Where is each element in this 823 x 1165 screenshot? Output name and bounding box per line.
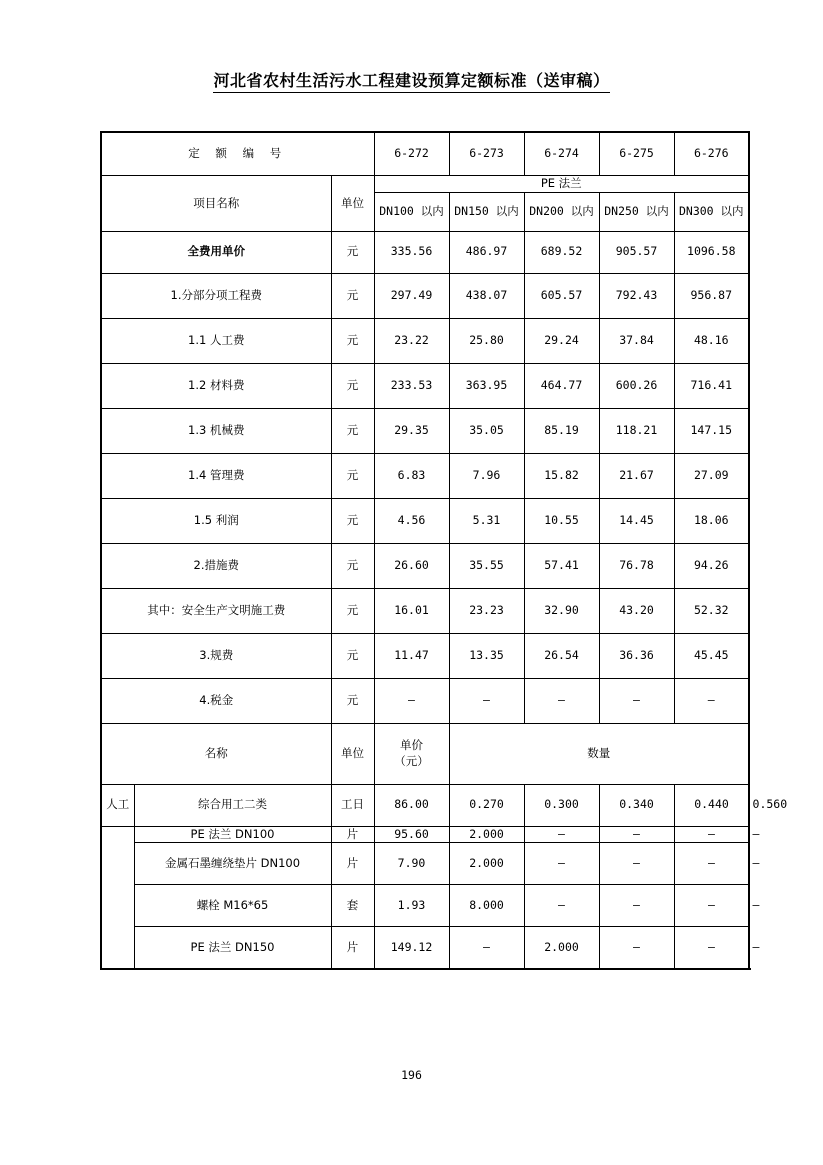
detail-1-qty-3: –: [674, 826, 749, 843]
table-row: [101, 408, 749, 453]
cost-row-9-value-3: 36.36: [599, 633, 674, 678]
page-number: 196: [401, 1068, 422, 1082]
cost-row-7-value-1: 35.55: [449, 543, 524, 588]
detail-3-qty-2: –: [599, 885, 674, 927]
cost-row-label-6: 1.5 利润: [101, 498, 331, 543]
cost-row-unit-10: 元: [331, 678, 374, 723]
detail-2-qty-2: –: [599, 843, 674, 885]
table-row: [101, 453, 749, 498]
cost-row-3-value-0: 233.53: [374, 363, 449, 408]
cost-row-unit-0: 元: [331, 231, 374, 273]
detail-name-2: 金属石墨缠绕垫片 DN100: [134, 843, 331, 885]
cost-row-label-8: 其中：安全生产文明施工费: [101, 588, 331, 633]
cost-row-8-value-4: 52.32: [674, 588, 749, 633]
detail-unitprice-header: [374, 723, 449, 784]
detail-category-0: 人工: [101, 784, 134, 826]
detail-0-qty-1: 0.300: [524, 784, 599, 826]
code-cell-3: 6-275: [599, 132, 674, 176]
cost-row-unit-1: 元: [331, 273, 374, 318]
unit-header: 单位: [331, 176, 374, 232]
table-row: [101, 363, 749, 408]
table-row-code: [101, 132, 749, 176]
cost-row-5-value-2: 15.82: [524, 453, 599, 498]
cost-row-unit-4: 元: [331, 408, 374, 453]
cost-row-unit-6: 元: [331, 498, 374, 543]
cost-row-0-value-3: 905.57: [599, 231, 674, 273]
cost-row-0-value-2: 689.52: [524, 231, 599, 273]
detail-unit-4: 片: [331, 927, 374, 970]
cost-row-6-value-4: 18.06: [674, 498, 749, 543]
size-header-3: DN250 以内: [599, 192, 674, 231]
cost-row-unit-9: 元: [331, 633, 374, 678]
detail-0-qty-3: 0.440: [674, 784, 749, 826]
table-row: PE 法兰 DN100 片 95.60 2.000 – – – –: [101, 826, 749, 843]
cost-row-label-9: 3.规费: [101, 633, 331, 678]
table-row: 人工 综合用工二类 工日 86.00 0.270 0.300 0.340 0.440 0.560: [101, 784, 749, 826]
cost-row-9-value-2: 26.54: [524, 633, 599, 678]
cost-row-label-0: 全费用单价: [101, 231, 331, 273]
code-cell-0: 6-272: [374, 132, 449, 176]
cost-row-10-value-0: –: [374, 678, 449, 723]
detail-quantity-header: 数量: [449, 723, 749, 784]
detail-1-qty-2: –: [599, 826, 674, 843]
cost-row-1-value-0: 297.49: [374, 273, 449, 318]
cost-row-7-value-4: 94.26: [674, 543, 749, 588]
cost-row-2-value-3: 37.84: [599, 318, 674, 363]
detail-2-qty-0: 2.000: [449, 843, 524, 885]
detail-1-qty-1: –: [524, 826, 599, 843]
table-row: [101, 588, 749, 633]
detail-4-qty-2: –: [599, 927, 674, 970]
cost-row-9-value-1: 13.35: [449, 633, 524, 678]
table-row-group-header: [101, 176, 749, 193]
detail-3-qty-3: –: [674, 885, 749, 927]
cost-row-10-value-1: –: [449, 678, 524, 723]
code-cell-2: 6-274: [524, 132, 599, 176]
size-header-4: DN300 以内: [674, 192, 749, 231]
detail-unitprice-0: 86.00: [374, 784, 449, 826]
detail-unitprice-1: 95.60: [374, 826, 449, 843]
cost-row-7-value-0: 26.60: [374, 543, 449, 588]
cost-row-label-1: 1.分部分项工程费: [101, 273, 331, 318]
table-row: [101, 633, 749, 678]
cost-row-4-value-3: 118.21: [599, 408, 674, 453]
cost-row-6-value-3: 14.45: [599, 498, 674, 543]
cost-row-unit-3: 元: [331, 363, 374, 408]
cost-row-3-value-3: 600.26: [599, 363, 674, 408]
detail-unitprice-4: 149.12: [374, 927, 449, 970]
cost-row-label-4: 1.3 机械费: [101, 408, 331, 453]
table-row-detail-header: [101, 723, 749, 784]
detail-name-1: PE 法兰 DN100: [134, 826, 331, 843]
detail-4-qty-3: –: [674, 927, 749, 970]
size-header-0: DN100 以内: [374, 192, 449, 231]
cost-row-5-value-0: 6.83: [374, 453, 449, 498]
code-cell-1: 6-273: [449, 132, 524, 176]
cost-row-unit-2: 元: [331, 318, 374, 363]
detail-unitprice-2: 7.90: [374, 843, 449, 885]
cost-row-label-5: 1.4 管理费: [101, 453, 331, 498]
table-row: [101, 678, 749, 723]
table-row: 螺栓 M16*65 套 1.93 8.000 – – – –: [101, 885, 749, 927]
cost-row-label-7: 2.措施费: [101, 543, 331, 588]
table-row: PE 法兰 DN150 片 149.12 – 2.000 – – –: [101, 927, 749, 970]
cost-row-10-value-3: –: [599, 678, 674, 723]
detail-unit-header: 单位: [331, 723, 374, 784]
cost-row-unit-7: 元: [331, 543, 374, 588]
detail-unit-3: 套: [331, 885, 374, 927]
cost-row-5-value-4: 27.09: [674, 453, 749, 498]
page-title: [0, 68, 823, 91]
detail-name-4: PE 法兰 DN150: [134, 927, 331, 970]
cost-row-1-value-2: 605.57: [524, 273, 599, 318]
table-row: [101, 231, 749, 273]
item-name-header: 项目名称: [101, 176, 331, 232]
cost-row-9-value-0: 11.47: [374, 633, 449, 678]
cost-row-4-value-4: 147.15: [674, 408, 749, 453]
cost-row-0-value-1: 486.97: [449, 231, 524, 273]
cost-row-7-value-3: 76.78: [599, 543, 674, 588]
cost-row-2-value-4: 48.16: [674, 318, 749, 363]
detail-1-qty-0: 2.000: [449, 826, 524, 843]
cost-row-label-10: 4.税金: [101, 678, 331, 723]
cost-row-6-value-0: 4.56: [374, 498, 449, 543]
cost-row-3-value-1: 363.95: [449, 363, 524, 408]
detail-3-qty-1: –: [524, 885, 599, 927]
cost-row-4-value-2: 85.19: [524, 408, 599, 453]
detail-unitprice-header-line1: 单价: [400, 738, 424, 752]
table-row: [101, 498, 749, 543]
cost-row-5-value-1: 7.96: [449, 453, 524, 498]
cost-row-8-value-3: 43.20: [599, 588, 674, 633]
detail-3-qty-0: 8.000: [449, 885, 524, 927]
cost-row-label-3: 1.2 材料费: [101, 363, 331, 408]
cost-row-2-value-2: 29.24: [524, 318, 599, 363]
detail-2-qty-3: –: [674, 843, 749, 885]
cost-row-7-value-2: 57.41: [524, 543, 599, 588]
detail-category-materials: [101, 826, 134, 969]
detail-name-0: 综合用工二类: [134, 784, 331, 826]
cost-row-6-value-1: 5.31: [449, 498, 524, 543]
quota-table: [100, 131, 788, 970]
cost-row-10-value-4: –: [674, 678, 749, 723]
cost-row-3-value-2: 464.77: [524, 363, 599, 408]
cost-row-1-value-3: 792.43: [599, 273, 674, 318]
cost-row-9-value-4: 45.45: [674, 633, 749, 678]
cost-row-6-value-2: 10.55: [524, 498, 599, 543]
cost-row-unit-5: 元: [331, 453, 374, 498]
detail-4-qty-1: 2.000: [524, 927, 599, 970]
group-header: PE 法兰: [374, 176, 749, 193]
cost-row-1-value-1: 438.07: [449, 273, 524, 318]
page-title-text: 河北省农村生活污水工程建设预算定额标准（送审稿）: [213, 73, 609, 93]
detail-0-qty-0: 0.270: [449, 784, 524, 826]
detail-unit-0: 工日: [331, 784, 374, 826]
detail-name-header: 名称: [101, 723, 331, 784]
cost-row-label-2: 1.1 人工费: [101, 318, 331, 363]
detail-unitprice-header-line2: （元）: [394, 753, 429, 768]
cost-row-4-value-1: 35.05: [449, 408, 524, 453]
cost-row-3-value-4: 716.41: [674, 363, 749, 408]
detail-2-qty-1: –: [524, 843, 599, 885]
cost-row-2-value-1: 25.80: [449, 318, 524, 363]
table-row: [101, 318, 749, 363]
cost-row-unit-8: 元: [331, 588, 374, 633]
detail-unit-2: 片: [331, 843, 374, 885]
detail-4-qty-0: –: [449, 927, 524, 970]
cost-row-0-value-0: 335.56: [374, 231, 449, 273]
table-row: [101, 273, 749, 318]
size-header-2: DN200 以内: [524, 192, 599, 231]
detail-unitprice-3: 1.93: [374, 885, 449, 927]
cost-row-0-value-4: 1096.58: [674, 231, 749, 273]
cost-row-4-value-0: 29.35: [374, 408, 449, 453]
cost-row-8-value-0: 16.01: [374, 588, 449, 633]
cost-row-5-value-3: 21.67: [599, 453, 674, 498]
detail-unit-1: 片: [331, 826, 374, 843]
code-cell-4: 6-276: [674, 132, 749, 176]
detail-0-qty-2: 0.340: [599, 784, 674, 826]
cost-row-10-value-2: –: [524, 678, 599, 723]
cost-row-8-value-2: 32.90: [524, 588, 599, 633]
size-header-1: DN150 以内: [449, 192, 524, 231]
cost-row-2-value-0: 23.22: [374, 318, 449, 363]
cost-row-8-value-1: 23.23: [449, 588, 524, 633]
cost-row-1-value-4: 956.87: [674, 273, 749, 318]
table-row: 金属石墨缠绕垫片 DN100 片 7.90 2.000 – – – –: [101, 843, 749, 885]
code-row-label: 定 额 编 号: [101, 132, 374, 176]
table-row: [101, 543, 749, 588]
detail-name-3: 螺栓 M16*65: [134, 885, 331, 927]
